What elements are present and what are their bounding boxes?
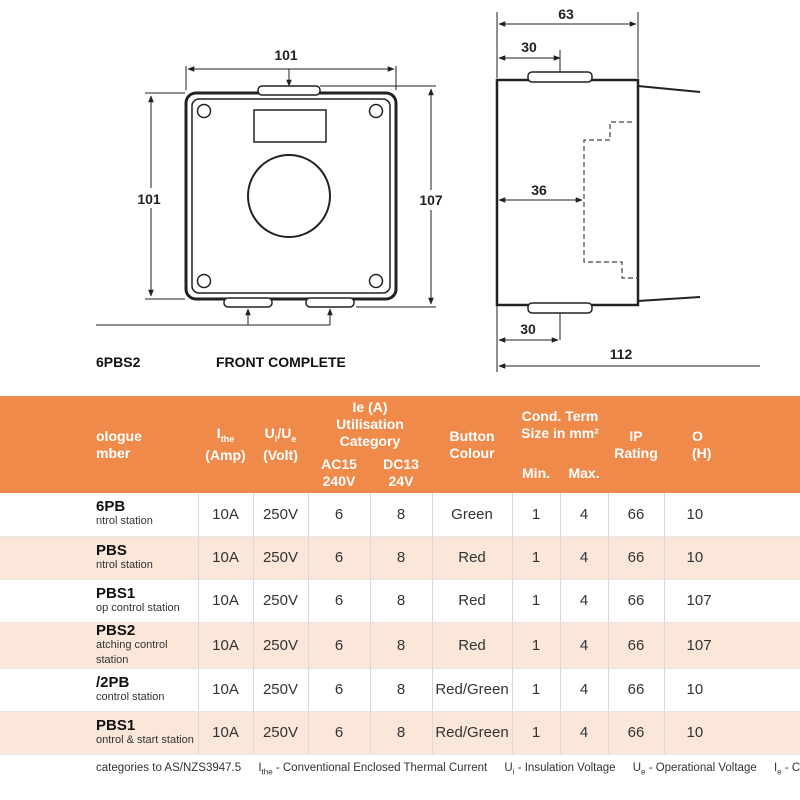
catalogue-cell: PBS1 op control station [0, 579, 198, 622]
table-row [0, 711, 800, 754]
dc13-cell: 8 [370, 493, 432, 536]
header-overall: O (H) [664, 396, 800, 493]
header-ithe: $I_{the}$ (Amp) [198, 396, 253, 493]
max-cell: 4 [560, 622, 608, 668]
ac15-cell: 6 [308, 622, 370, 668]
header-max: Max. [560, 453, 608, 493]
dim-side-total: 112 [609, 346, 633, 362]
footer-ithe: $I_{the}$ - Conventional Enclosed Thermal Current [258, 762, 488, 777]
spec-table [0, 396, 800, 755]
ithe-cell: 10A [198, 579, 253, 622]
dc13-cell: 8 [370, 579, 432, 622]
label-window [254, 110, 326, 142]
voltage-cell: 250V [253, 622, 308, 668]
header-button-colour: Button Colour [432, 396, 512, 493]
voltage-cell: 250V [253, 536, 308, 579]
dc13-cell: 8 [370, 711, 432, 754]
catalogue-cell: 6PB ntrol station [0, 493, 198, 536]
min-cell: 1 [512, 711, 560, 754]
colour-cell: Green [432, 493, 512, 536]
overall-cell: 107 [664, 579, 800, 622]
bottom-gland-right [306, 298, 354, 307]
ip-cell: 66 [608, 579, 664, 622]
table-row [0, 493, 800, 536]
ithe-cell: 10A [198, 711, 253, 754]
voltage-cell: 250V [253, 493, 308, 536]
ip-cell: 66 [608, 536, 664, 579]
max-cell: 4 [560, 668, 608, 711]
min-cell: 1 [512, 493, 560, 536]
catalogue-cell: PBS1 ontrol & start station [0, 711, 198, 754]
dc13-cell: 8 [370, 536, 432, 579]
colour-cell: Red/Green [432, 711, 512, 754]
min-cell: 1 [512, 536, 560, 579]
voltage-cell: 250V [253, 579, 308, 622]
ithe-cell: 10A [198, 493, 253, 536]
overall-cell: 10 [664, 493, 800, 536]
header-ac15: AC15 240V [308, 453, 370, 493]
voltage-cell: 250V [253, 711, 308, 754]
header-catalogue: ologue mber [0, 396, 198, 493]
overall-cell: 10 [664, 668, 800, 711]
min-cell: 1 [512, 668, 560, 711]
ip-cell: 66 [608, 668, 664, 711]
min-cell: 1 [512, 622, 560, 668]
dim-front-width: 101 [274, 47, 298, 63]
colour-cell: Red/Green [432, 668, 512, 711]
side-view [497, 6, 760, 372]
ithe-cell: 10A [198, 668, 253, 711]
max-cell: 4 [560, 493, 608, 536]
colour-cell: Red [432, 536, 512, 579]
ac15-cell: 6 [308, 579, 370, 622]
footer-ue: $U_e$ - Operational Voltage [632, 762, 757, 777]
button-hole [248, 155, 330, 237]
table-row [0, 668, 800, 711]
header-utilisation: Ie (A) Utilisation Category [308, 396, 432, 453]
drawing-caption-left: 6PBS2 [96, 354, 141, 370]
max-cell: 4 [560, 536, 608, 579]
header-voltage: $U_i/U_e$ (Volt) [253, 396, 308, 493]
ip-cell: 66 [608, 622, 664, 668]
side-bottom-gland [528, 303, 592, 313]
ac15-cell: 6 [308, 668, 370, 711]
ithe-cell: 10A [198, 536, 253, 579]
max-cell: 4 [560, 711, 608, 754]
technical-drawing [0, 0, 800, 390]
ip-cell: 66 [608, 711, 664, 754]
ac15-cell: 6 [308, 711, 370, 754]
header-dc13: DC13 24V [370, 453, 432, 493]
min-cell: 1 [512, 579, 560, 622]
dim-front-height-total: 107 [419, 192, 443, 208]
header-min: Min. [512, 453, 560, 493]
colour-cell: Red [432, 622, 512, 668]
catalogue-cell: PBS2 atching control station [0, 622, 198, 668]
footer-categories: categories to AS/NZS3947.5 [96, 762, 242, 774]
catalogue-cell: /2PB control station [0, 668, 198, 711]
table-row [0, 622, 800, 668]
dc13-cell: 8 [370, 622, 432, 668]
dim-side-bottom-offset: 30 [520, 321, 536, 337]
footer-ie: $I_e$ - C [773, 762, 800, 777]
dim-side-top-offset: 30 [521, 39, 537, 55]
front-view [96, 47, 450, 325]
ip-cell: 66 [608, 493, 664, 536]
side-top-gland [528, 72, 592, 82]
ac15-cell: 6 [308, 493, 370, 536]
table-row [0, 579, 800, 622]
header-ip-rating: IP Rating [608, 396, 664, 493]
footer-legend [96, 762, 800, 776]
colour-cell: Red [432, 579, 512, 622]
table-row [0, 536, 800, 579]
footer-ui: $U_i$ - Insulation Voltage [504, 762, 616, 777]
overall-cell: 10 [664, 536, 800, 579]
catalogue-cell: PBS ntrol station [0, 536, 198, 579]
overall-cell: 107 [664, 622, 800, 668]
bottom-gland-left [224, 298, 272, 307]
dim-front-height: 101 [137, 191, 161, 207]
dim-side-depth-inner: 36 [531, 182, 547, 198]
voltage-cell: 250V [253, 668, 308, 711]
dc13-cell: 8 [370, 668, 432, 711]
header-cond-term: Cond. Term Size in mm² [512, 396, 608, 453]
top-gland [258, 86, 320, 95]
drawing-caption-front: FRONT COMPLETE [216, 354, 346, 370]
ithe-cell: 10A [198, 622, 253, 668]
overall-cell: 10 [664, 711, 800, 754]
max-cell: 4 [560, 579, 608, 622]
side-enclosure [497, 80, 638, 305]
ac15-cell: 6 [308, 536, 370, 579]
dim-side-width: 63 [558, 6, 574, 22]
